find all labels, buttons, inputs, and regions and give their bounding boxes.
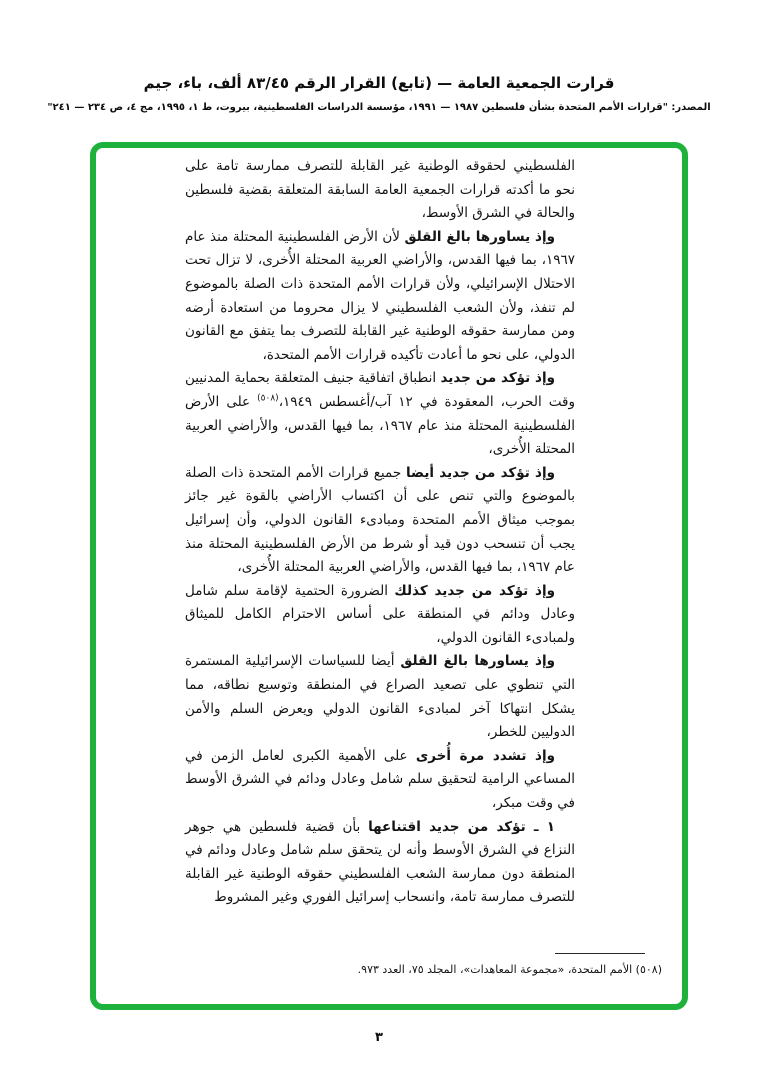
paragraph-number: ١ ـ	[525, 818, 556, 835]
paragraph-text: جميع قرارات الأمم المتحدة ذات الصلة بالموضوع والتي تنص على أن اكتساب الأراضي بالقوة غير جائز بموجب ميثاق الأمم المتحدة ومبادىء القانون الدولي، وأن إسرائيل يجب أن تنسحب دون قيد أو شرط من الأرض الفلسطينية المحتلة منذ عام ١٩٦٧، بما فيها القدس، والأراضي العربية المحتلة الأُخرى،	[185, 464, 575, 576]
resolution-body	[185, 155, 575, 910]
paragraph-text: بأن قضية فلسطين هي جوهر النزاع في الشرق الأوسط وأنه لن يتحقق سلم شامل وعادل ودائم في المنطقة دون ممارسة الشعب الفلسطيني حقوقه الوطنية غير القابلة للتصرف ممارسة تامة، وانسحاب إسرائيل الفوري وغير المشروط	[185, 818, 575, 906]
paragraph-lead: وإذ يساورها بالغ القلق	[400, 653, 555, 670]
paragraph-lead: وإذ يساورها بالغ القلق	[404, 228, 555, 245]
paragraph-lead: وإذ تشدد مرة أُخرى	[415, 747, 556, 764]
paragraph-lead: تؤكد من جديد اقتناعها	[368, 818, 526, 835]
paragraph-lead: وإذ تؤكد من جديد أيضا	[405, 464, 555, 481]
paragraph-lead: وإذ تؤكد من جديد كذلك	[394, 582, 555, 599]
body-paragraph-numbered	[185, 816, 575, 910]
footnote-text: (٥٠٨) الأمم المتحدة، «مجموعة المعاهدات»، المجلد ٧٥، العدد ٩٧٣.	[357, 963, 662, 976]
body-paragraph	[185, 580, 575, 651]
paragraph-lead: وإذ تؤكد من جديد	[440, 370, 555, 387]
footnote-separator-rule	[555, 953, 645, 954]
paragraph-text: انطباق اتفاقية جنيف المتعلقة بحماية المدنيين وقت الحرب، المعقودة في ١٢ آب/أغسطس ١٩٤٩،	[185, 370, 576, 410]
body-paragraph	[185, 745, 575, 816]
body-paragraph	[185, 155, 575, 226]
body-paragraph	[185, 367, 575, 461]
body-paragraph	[185, 650, 575, 744]
body-paragraph	[185, 462, 575, 580]
paragraph-text: على الأرض الفلسطينية المحتلة منذ عام ١٩٦٧، بما فيها القدس، والأراضي العربية المحتلة الأُخرى،	[185, 393, 575, 458]
paragraph-text: الفلسطيني لحقوقه الوطنية غير القابلة للتصرف ممارسة تامة على نحو ما أكدته قرارات الجمعية العامة السابقة المتعلقة بقضية فلسطين والحالة في الشرق الأوسط،	[185, 158, 575, 222]
paragraph-text: على الأهمية الكبرى لعامل الزمن في المساعي الرامية لتحقيق سلم شامل وعادل ودائم في الشرق الأوسط في وقت مبكر،	[185, 747, 575, 812]
footnote-reference: (٥٠٨)	[257, 393, 279, 404]
body-paragraph	[185, 226, 575, 368]
paragraph-text: الضرورة الحتمية لإقامة سلم شامل وعادل ودائم في المنطقة على أساس الاحترام الكامل للميثاق ولمبادىء القانون الدولي،	[185, 582, 575, 646]
page-title: قرارت الجمعية العامة — (تابع) القرار الرقم ٨٣/٤٥ ألف، باء، جيم	[143, 74, 615, 92]
green-border-frame	[90, 142, 688, 1010]
paragraph-text: أيضا للسياسات الإسرائيلية المستمرة التي تنطوي على تصعيد الصراع في المنطقة وتوسيع نطاقه، مما يشكل انتهاكا آخر لمبادىء القانون الدولي ويعرض السلم والأمن الدوليين للخطر،	[185, 653, 575, 741]
source-citation: المصدر: "قرارات الأمم المتحدة بشأن فلسطين ١٩٨٧ — ١٩٩١، مؤسسة الدراسات الفلسطينية، بيروت، ط ١، ١٩٩٥، مج ٤، ص ٢٣٤ — ٢٤١"	[47, 102, 711, 113]
paragraph-text: لأن الأرض الفلسطينية المحتلة منذ عام ١٩٦٧، بما فيها القدس، والأراضي العربية المحتلة الأُخرى، لا تزال تحت الاحتلال الإسرائيلي، ولأن قرارات الأمم المتحدة ذات الصلة بالموضوع لم تنفذ، ولأن الشعب الفلسطيني لا يزال محروما من استعادة أرضه ومن ممارسة حقوقه الوطنية غير القابلة للتصرف بما يتفق مع القانون الدولي، على نحو ما أعادت تأكيده قرارات الأمم المتحدة،	[185, 228, 575, 363]
page-number: ٣	[375, 1030, 383, 1045]
